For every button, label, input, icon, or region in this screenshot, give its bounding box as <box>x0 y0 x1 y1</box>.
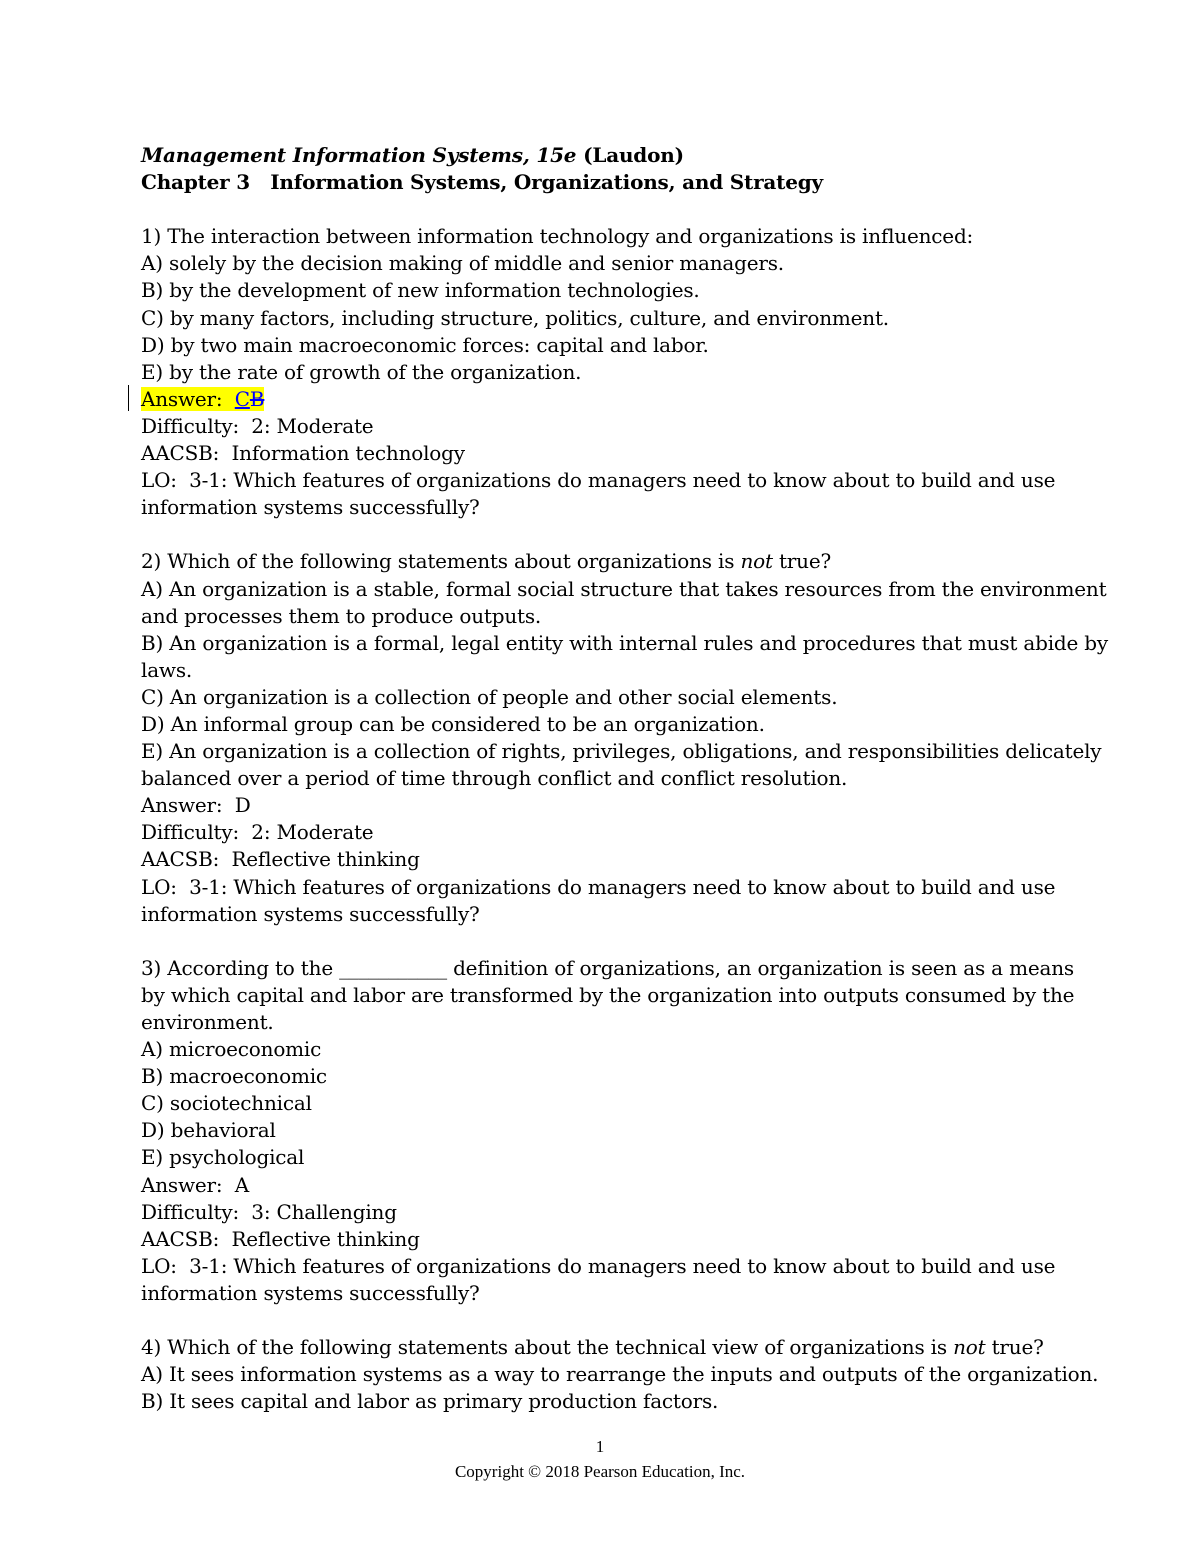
learning-objective: LO: 3-1: Which features of organizations do managers need to know about to build and use <box>141 468 1056 493</box>
aacsb: AACSB: Reflective thinking <box>141 1226 420 1251</box>
question-3 <box>141 955 1075 1307</box>
answer-inserted: C <box>234 386 250 411</box>
option-b: B) by the development of new information technologies. <box>141 278 700 303</box>
option-b: B) macroeconomic <box>141 1064 327 1089</box>
question-stem-cont: by which capital and labor are transformed by the organization into outputs consumed by the <box>141 982 1075 1007</box>
answer-line <box>141 386 1071 413</box>
answer-deleted: B <box>249 386 265 411</box>
option-d: D) An informal group can be considered to be an organization. <box>141 711 765 736</box>
option-b-cont: laws. <box>141 657 193 682</box>
option-e: E) An organization is a collection of rights, privileges, obligations, and responsibilities delicately <box>141 739 1102 764</box>
answer-line: Answer: A <box>141 1172 250 1197</box>
difficulty: Difficulty: 2: Moderate <box>141 820 374 845</box>
aacsb: AACSB: Information technology <box>141 441 465 466</box>
document-body <box>141 142 1109 1415</box>
option-d: D) by two main macroeconomic forces: capital and labor. <box>141 332 709 357</box>
stem-text-end: true? <box>772 549 832 574</box>
learning-objective-cont: information systems successfully? <box>141 901 480 926</box>
answer-highlight <box>141 387 264 411</box>
option-a: A) solely by the decision making of middle and senior managers. <box>141 251 784 276</box>
question-1 <box>141 223 1071 521</box>
option-c: C) by many factors, including structure, politics, culture, and environment. <box>141 305 889 330</box>
learning-objective: LO: 3-1: Which features of organizations do managers need to know about to build and use <box>141 874 1056 899</box>
difficulty: Difficulty: 3: Challenging <box>141 1199 397 1224</box>
question-stem: 3) According to the ___________ definition of organizations, an organization is seen as a means <box>141 955 1074 980</box>
question-2 <box>141 548 1109 927</box>
page-number: 1 <box>595 1437 605 1456</box>
question-stem <box>141 1334 1071 1361</box>
question-4 <box>141 1334 1099 1415</box>
option-e: E) by the rate of growth of the organization. <box>141 359 582 384</box>
book-title: Management Information Systems, 15e <box>141 143 577 167</box>
option-b: B) An organization is a formal, legal entity with internal rules and procedures that must abide by <box>141 630 1109 655</box>
question-stem <box>141 548 1071 575</box>
option-b: B) It sees capital and labor as primary production factors. <box>141 1389 719 1414</box>
option-a-cont: and processes them to produce outputs. <box>141 603 542 628</box>
stem-text: 2) Which of the following statements about organizations is <box>141 549 741 574</box>
option-a: A) microeconomic <box>141 1037 322 1062</box>
stem-text: 4) Which of the following statements about the technical view of organizations is <box>141 1335 954 1360</box>
answer-label: Answer: <box>141 386 235 411</box>
learning-objective-cont: information systems successfully? <box>141 1280 480 1305</box>
chapter-title: Chapter 3 Information Systems, Organizations, and Strategy <box>141 170 823 195</box>
option-c: C) An organization is a collection of people and other social elements. <box>141 684 838 709</box>
difficulty: Difficulty: 2: Moderate <box>141 413 374 438</box>
stem-emphasis: not <box>953 1335 986 1360</box>
question-stem-cont: environment. <box>141 1010 274 1034</box>
learning-objective-cont: information systems successfully? <box>141 495 480 520</box>
answer-line: Answer: D <box>141 793 251 818</box>
stem-emphasis: not <box>740 549 773 574</box>
book-author: (Laudon) <box>576 143 684 167</box>
option-d: D) behavioral <box>141 1118 276 1143</box>
stem-text-end: true? <box>985 1335 1044 1360</box>
aacsb: AACSB: Reflective thinking <box>141 847 420 872</box>
learning-objective: LO: 3-1: Which features of organizations do managers need to know about to build and use <box>141 1253 1056 1278</box>
book-title-line <box>141 142 1071 169</box>
question-stem: 1) The interaction between information technology and organizations is influenced: <box>141 224 974 249</box>
option-c: C) sociotechnical <box>141 1091 312 1116</box>
option-e: E) psychological <box>141 1145 305 1170</box>
revision-change-bar <box>128 385 129 411</box>
option-a: A) It sees information systems as a way to rearrange the inputs and outputs of the organization. <box>141 1362 1099 1387</box>
option-a: A) An organization is a stable, formal social structure that takes resources from the environment <box>141 576 1107 601</box>
copyright-notice: Copyright © 2018 Pearson Education, Inc. <box>454 1462 746 1481</box>
option-e-cont: balanced over a period of time through conflict and conflict resolution. <box>141 766 848 791</box>
